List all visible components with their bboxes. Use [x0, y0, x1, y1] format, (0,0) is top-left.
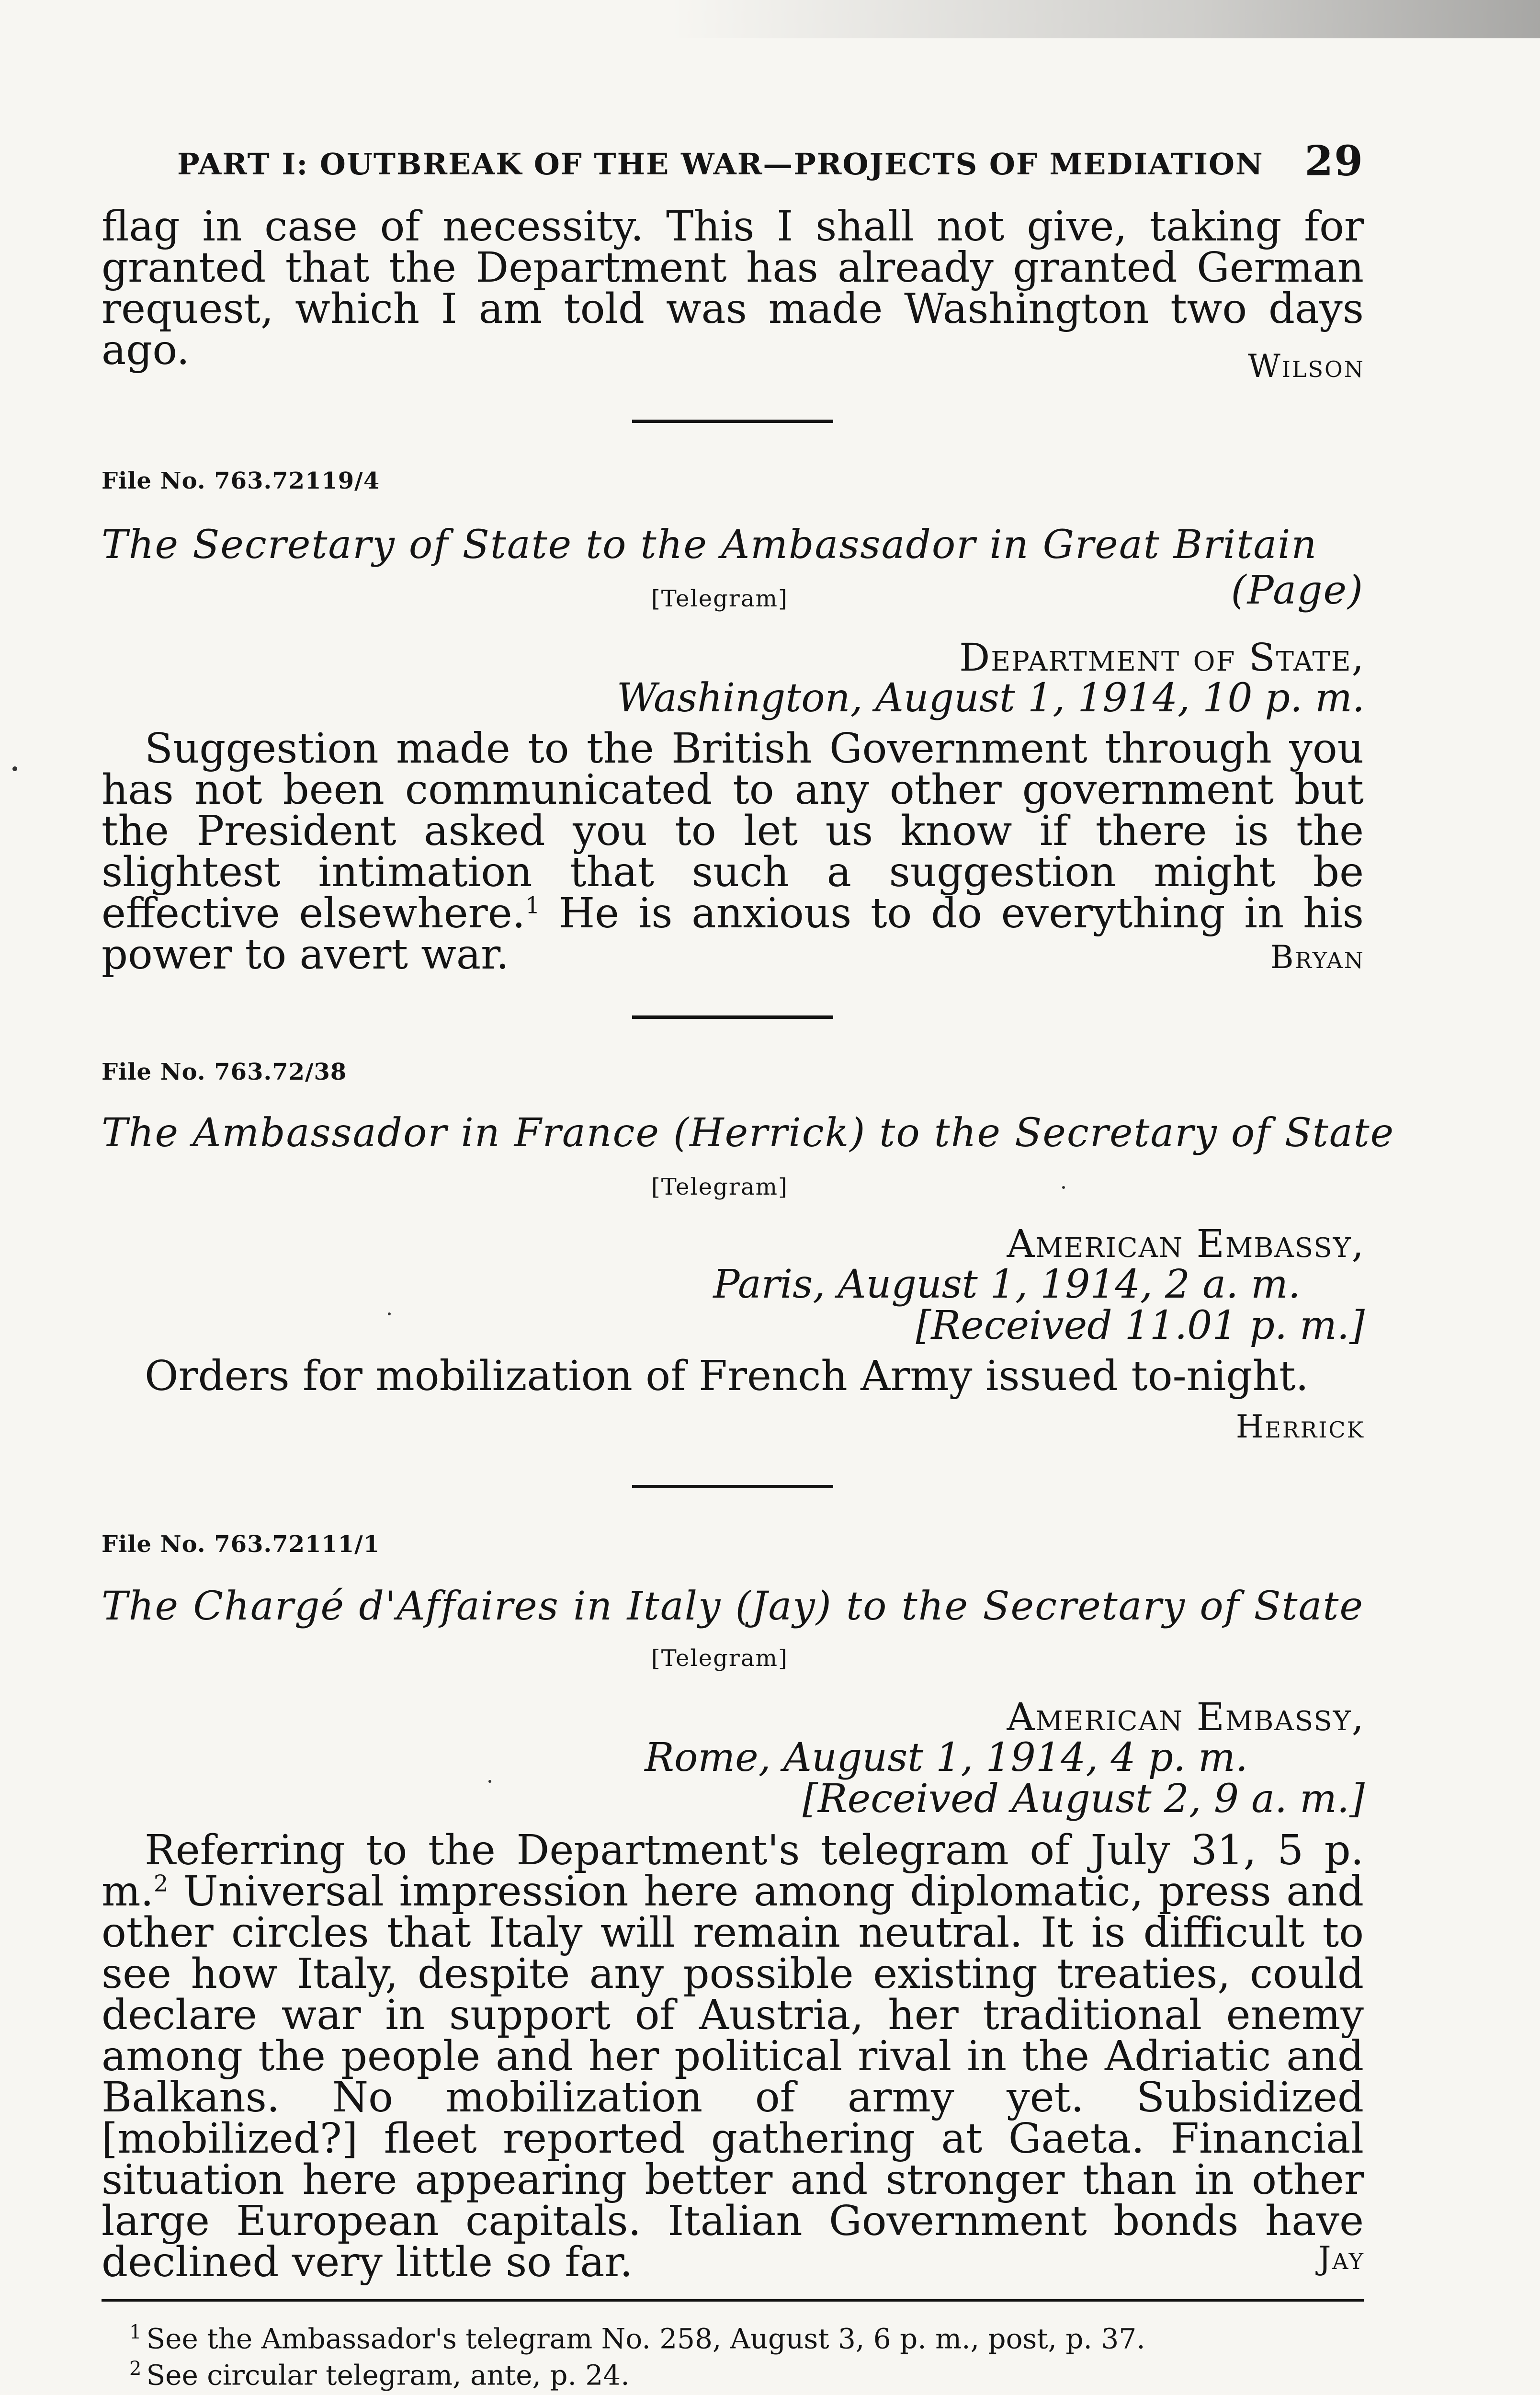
- title-text: The Ambassador in France: [102, 1110, 660, 1156]
- document-title: [102, 1584, 1364, 1629]
- dateline: Rome, August 1, 1914, 4 p. m.: [645, 1735, 1248, 1780]
- footnote-rule: [102, 2299, 1364, 2302]
- received-line: [Received August 2, 9 a. m.]: [802, 1776, 1365, 1822]
- running-head-title: PART I: OUTBREAK OF THE WAR—PROJECTS OF MEDIATION: [177, 147, 1264, 182]
- signature-bryan: Bryan: [1270, 939, 1365, 976]
- body-text: Suggestion made to the British Government through you has not been communicated to any other government but the President asked you to let us know if there is the slightest intimation that such a suggestion might be effective elsewhere.: [102, 725, 1364, 937]
- document-body: Orders for mobilization of French Army issued to-night.: [145, 1352, 1309, 1400]
- document-body: [102, 725, 1364, 979]
- file-number: File No. 763.72/38: [102, 1059, 347, 1085]
- section-divider: [632, 1015, 833, 1019]
- footnote-text: See the Ambassador's telegram No. 258, August 3, 6 p. m., post, p. 37.: [146, 2322, 1145, 2355]
- footnote: [129, 2358, 630, 2391]
- received-line: [Received 11.01 p. m.]: [916, 1303, 1365, 1348]
- footnote: [129, 2321, 1145, 2355]
- page-number: 29: [1304, 137, 1364, 185]
- signature-herrick: Herrick: [1235, 1408, 1365, 1445]
- document-title: [102, 1110, 1395, 1156]
- scan-edge-shading: [670, 0, 1540, 38]
- file-number: File No. 763.72119/4: [102, 468, 380, 494]
- title-text: The Secretary of State to the Ambassador in Great Britain: [102, 522, 1318, 568]
- body-text-continued: He is anxious to do everything in his power to avert war.: [102, 890, 1364, 979]
- telegram-label: [Telegram]: [651, 1645, 788, 1672]
- scan-speck: [388, 1312, 391, 1315]
- running-head: [177, 137, 1364, 185]
- dateline: Washington, August 1, 1914, 10 p. m.: [616, 675, 1365, 721]
- telegram-label: [Telegram]: [651, 585, 788, 612]
- title-text-end: to the Secretary of State: [879, 1110, 1395, 1156]
- place-line: American Embassy,: [1007, 1695, 1365, 1739]
- title-name: (Page): [1231, 568, 1364, 613]
- place-line: American Embassy,: [1007, 1221, 1365, 1266]
- scan-speck: [488, 1780, 491, 1783]
- footnote-mark: 2: [129, 2358, 142, 2380]
- file-number: File No. 763.72111/1: [102, 1531, 380, 1558]
- footnote-reference: 1: [525, 892, 540, 919]
- dateline: Paris, August 1, 1914, 2 a. m.: [713, 1262, 1301, 1307]
- scan-speck: [12, 766, 17, 771]
- continuation-paragraph: flag in case of necessity. This I shall not give, taking for granted that the Department has already granted German request, which I am told was made Washington two days ago.: [102, 203, 1364, 374]
- section-divider: [632, 420, 833, 423]
- place-line: Department of State,: [959, 635, 1365, 680]
- body-text: Referring to the Department's telegram of July 31, 5 p. m.: [102, 1826, 1364, 1916]
- signature-jay: Jay: [1318, 2240, 1365, 2277]
- title-name: (Herrick): [673, 1110, 866, 1156]
- section-divider: [632, 1485, 833, 1488]
- telegram-label: [Telegram]: [651, 1174, 788, 1200]
- body-text-continued: Universal impression here among diplomatic, press and other circles that Italy will remain neutral. It is difficult to see how Italy, despite any possible existing treaties, could declare war in support of Austria, her traditional enemy among the people and her political rival in the Adriatic and Balkans. No mobilization of army yet. Subsidized [mobilized?] fleet reported gathering at Gaeta. Financial situation here appearing better and stronger than in other large European capitals. Italian Government bonds have declined very little so far.: [102, 1868, 1364, 2286]
- title-name: (Jay): [735, 1584, 832, 1629]
- document-body: [102, 1826, 1364, 2286]
- footnote-text: See circular telegram, ante, p. 24.: [146, 2359, 630, 2392]
- scan-speck: [1062, 1186, 1065, 1189]
- footnote-reference: 2: [153, 1870, 169, 1897]
- title-text: The Chargé d'Affaires in Italy: [102, 1584, 722, 1629]
- signature-wilson: Wilson: [1247, 348, 1365, 385]
- title-text-end: to the Secretary of State: [846, 1584, 1364, 1629]
- footnote-mark: 1: [129, 2321, 142, 2343]
